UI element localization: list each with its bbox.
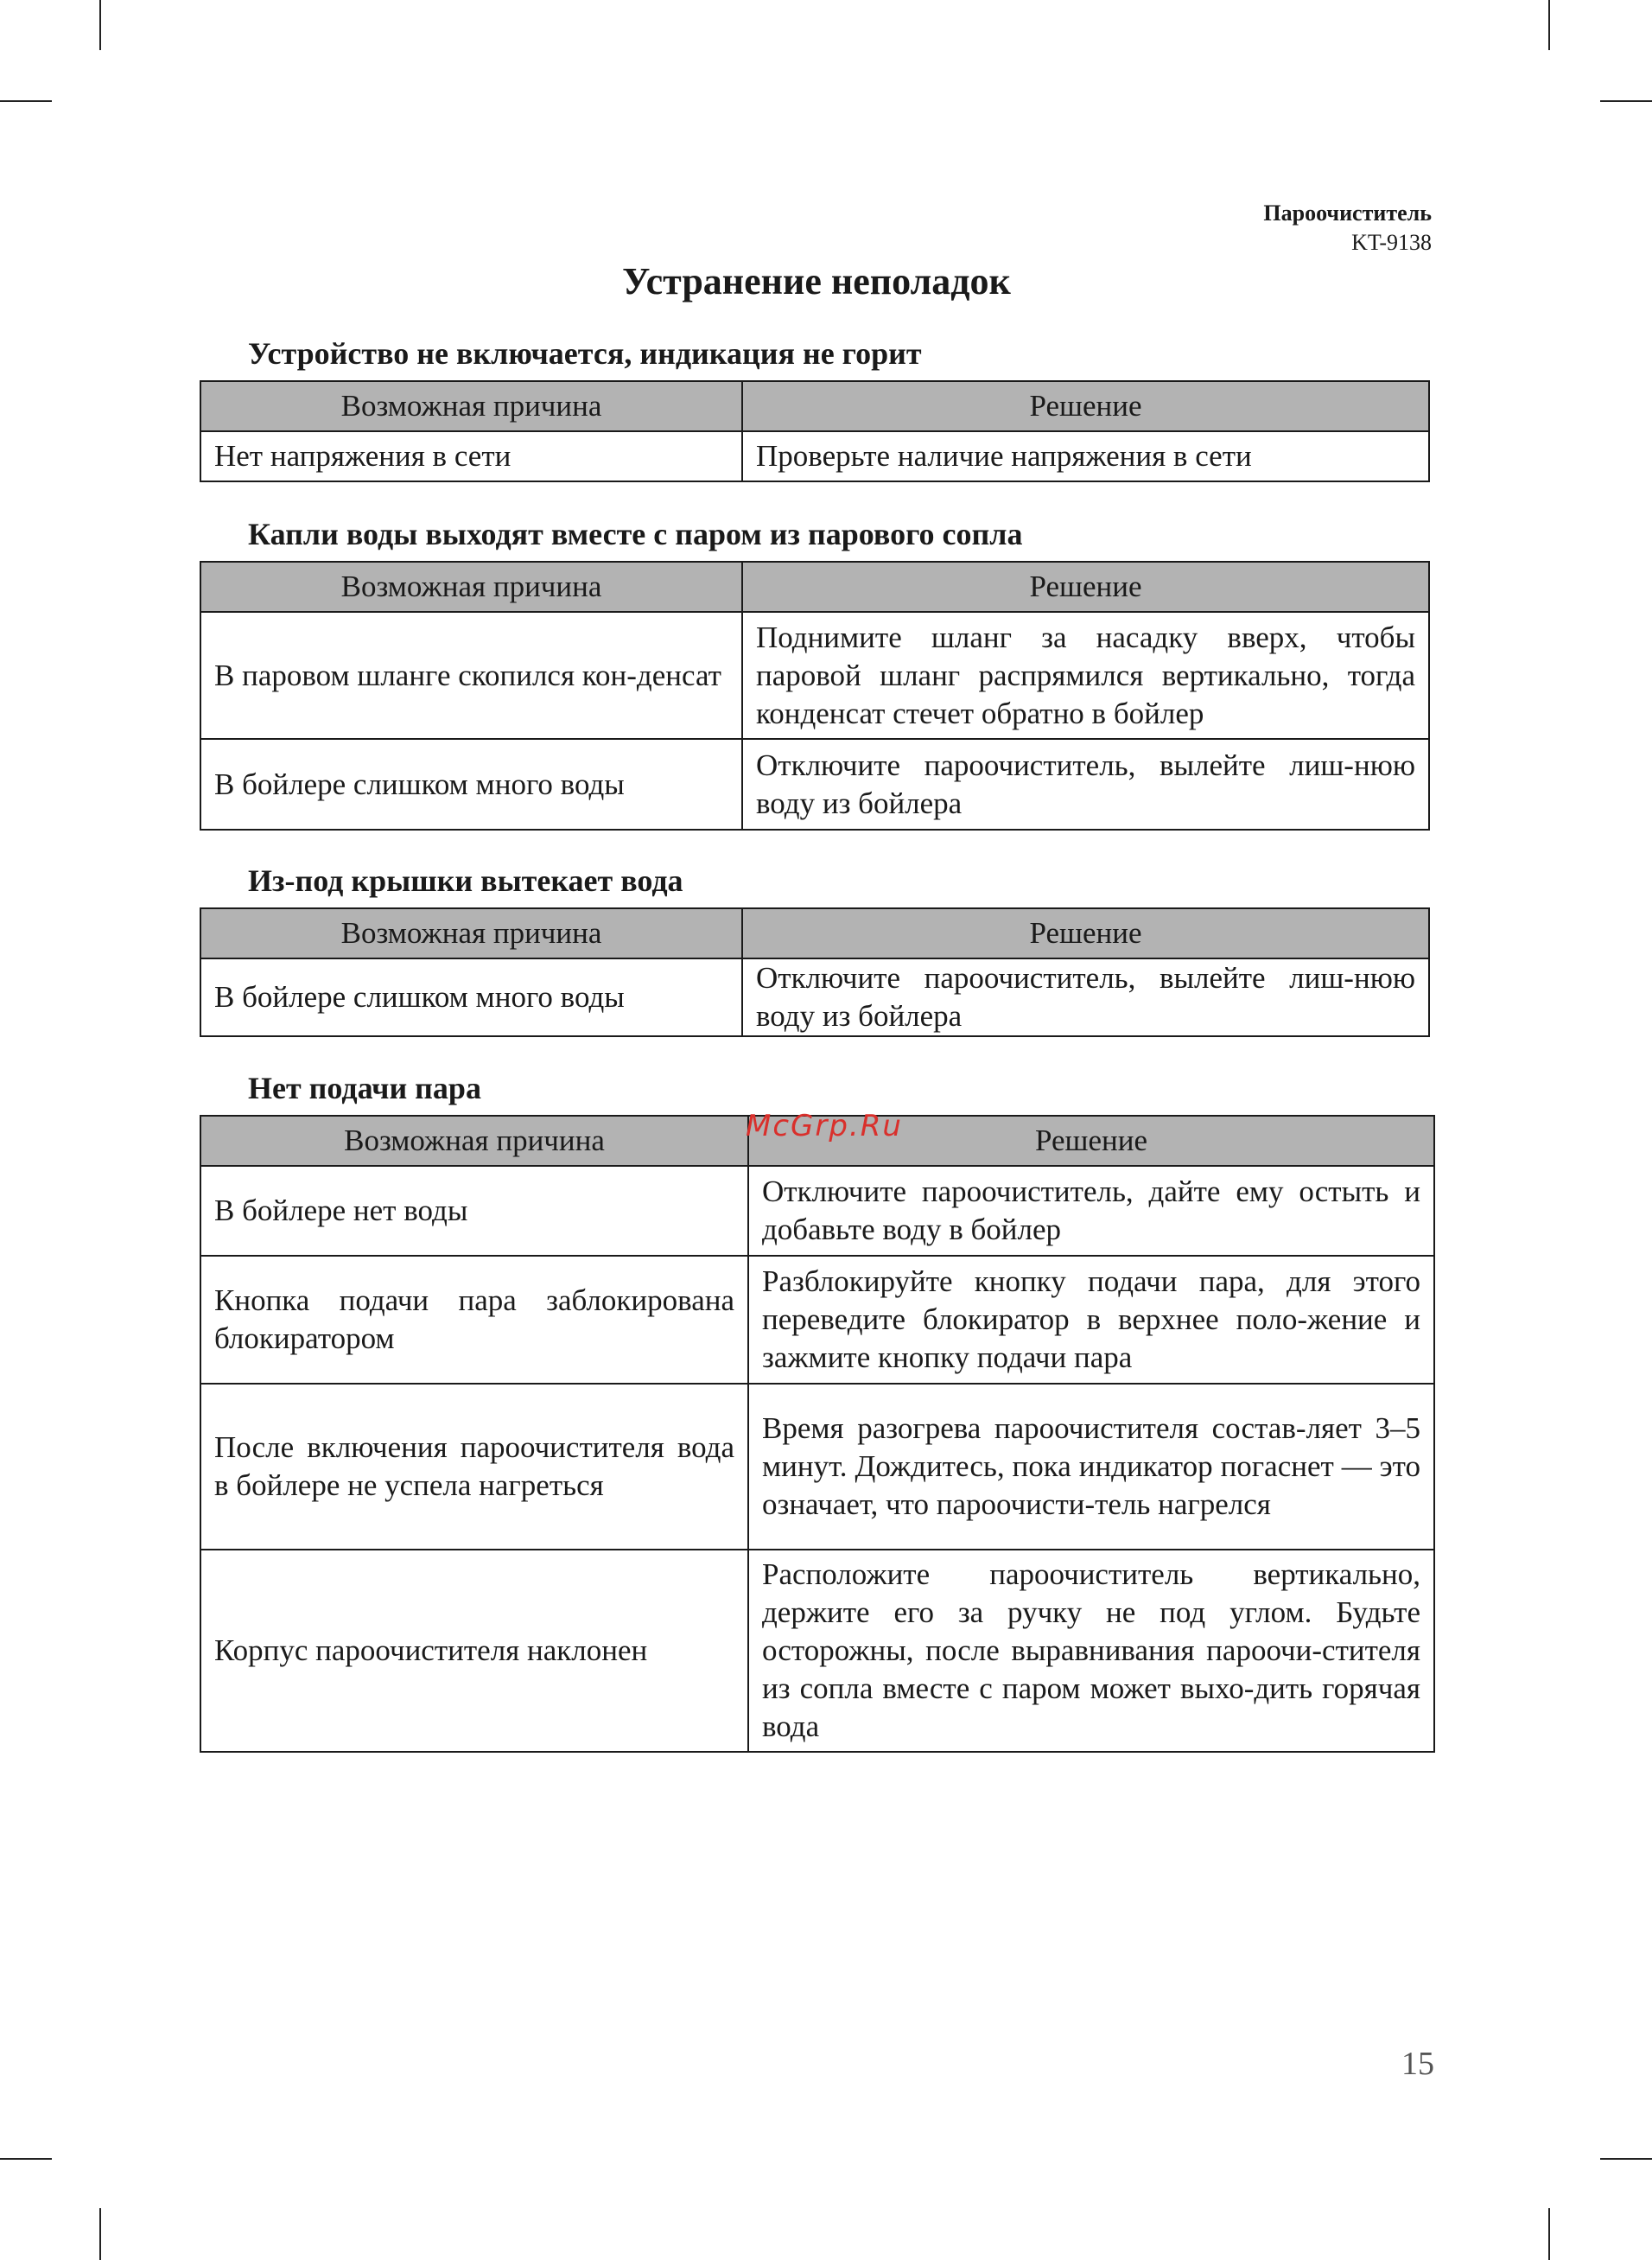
table-header-row bbox=[200, 562, 1429, 612]
solution-cell: Проверьте наличие напряжения в сети bbox=[742, 431, 1429, 481]
cause-cell: В паровом шланге скопился кон-денсат bbox=[200, 612, 742, 739]
crop-mark-top-left-vertical bbox=[99, 0, 101, 50]
header-product-name: Пароочиститель bbox=[1263, 201, 1432, 226]
table-row bbox=[200, 739, 1429, 830]
table-header-row bbox=[200, 908, 1429, 958]
crop-mark-top-right-vertical bbox=[1548, 0, 1550, 50]
table-row bbox=[200, 1550, 1434, 1752]
column-header-cause: Возможная причина bbox=[200, 1116, 748, 1166]
cause-cell: Нет напряжения в сети bbox=[200, 431, 742, 481]
column-header-cause: Возможная причина bbox=[200, 908, 742, 958]
solution-cell: Время разогрева пароочистителя состав-ляет 3–5 минут. Дождитесь, пока индикатор погаснет — это означает, что пароочисти-тель нагрелся bbox=[748, 1384, 1434, 1550]
cause-cell: После включения пароочистителя вода в бойлере не успела нагреться bbox=[200, 1384, 748, 1550]
watermark: McGrp.Ru bbox=[746, 1109, 903, 1143]
table-row bbox=[200, 958, 1429, 1036]
cause-cell: В бойлере слишком много воды bbox=[200, 739, 742, 830]
table-row bbox=[200, 612, 1429, 739]
table-row bbox=[200, 1256, 1434, 1384]
crop-mark-bottom-left-vertical bbox=[99, 2208, 101, 2260]
solution-cell: Отключите пароочиститель, вылейте лиш-нюю воду из бойлера bbox=[742, 958, 1429, 1036]
header-model: KT-9138 bbox=[1351, 230, 1432, 255]
solution-cell: Отключите пароочиститель, дайте ему остыть и добавьте воду в бойлер bbox=[748, 1166, 1434, 1256]
section-heading: Из-под крышки вытекает вода bbox=[248, 863, 683, 898]
crop-mark-bottom-right-horizontal bbox=[1600, 2158, 1652, 2160]
solution-cell: Расположите пароочиститель вертикально, держите его за ручку не под углом. Будьте осторожны, после выравнивания пароочи-стителя из сопла вместе с паром может выхо-дить горячая вода bbox=[748, 1550, 1434, 1752]
table-header-row bbox=[200, 381, 1429, 431]
section-heading: Нет подачи пара bbox=[248, 1071, 481, 1105]
column-header-solution: Решение bbox=[742, 908, 1429, 958]
crop-mark-top-left-horizontal bbox=[0, 100, 52, 102]
section-heading: Устройство не включается, индикация не горит bbox=[248, 336, 922, 371]
column-header-cause: Возможная причина bbox=[200, 381, 742, 431]
troubleshooting-table bbox=[200, 1115, 1435, 1753]
column-header-solution: Решение bbox=[742, 381, 1429, 431]
table-row bbox=[200, 431, 1429, 481]
troubleshooting-table bbox=[200, 561, 1430, 831]
table-row bbox=[200, 1166, 1434, 1256]
cause-cell: Корпус пароочистителя наклонен bbox=[200, 1550, 748, 1752]
table-row bbox=[200, 1384, 1434, 1550]
cause-cell: В бойлере нет воды bbox=[200, 1166, 748, 1256]
crop-mark-bottom-right-vertical bbox=[1548, 2208, 1550, 2260]
troubleshooting-table bbox=[200, 380, 1430, 482]
solution-cell: Поднимите шланг за насадку вверх, чтобы паровой шланг распрямился вертикально, тогда конденсат стечет обратно в бойлер bbox=[742, 612, 1429, 739]
column-header-solution: Решение bbox=[742, 562, 1429, 612]
column-header-cause: Возможная причина bbox=[200, 562, 742, 612]
crop-mark-bottom-left-horizontal bbox=[0, 2158, 52, 2160]
page-number: 15 bbox=[1401, 2046, 1434, 2082]
cause-cell: В бойлере слишком много воды bbox=[200, 958, 742, 1036]
troubleshooting-table bbox=[200, 907, 1430, 1037]
column-header-solution: Решение bbox=[748, 1116, 1434, 1166]
crop-mark-top-right-horizontal bbox=[1600, 100, 1652, 102]
cause-cell: Кнопка подачи пара заблокирована блокиратором bbox=[200, 1256, 748, 1384]
section-heading: Капли воды выходят вместе с паром из парового сопла bbox=[248, 517, 1023, 551]
solution-cell: Отключите пароочиститель, вылейте лиш-нюю воду из бойлера bbox=[742, 739, 1429, 830]
page-title: Устранение неполадок bbox=[622, 260, 1011, 302]
solution-cell: Разблокируйте кнопку подачи пара, для этого переведите блокиратор в верхнее поло-жение и зажмите кнопку подачи пара bbox=[748, 1256, 1434, 1384]
running-header bbox=[1263, 199, 1432, 258]
